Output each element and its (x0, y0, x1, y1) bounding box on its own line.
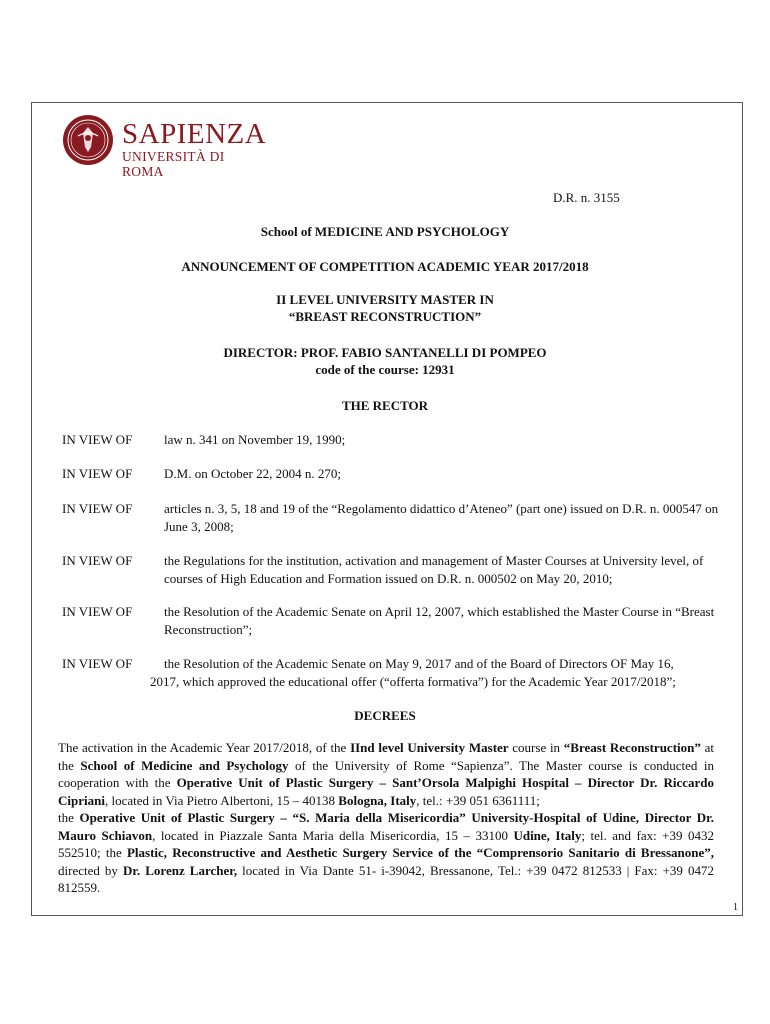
university-seal-icon (62, 114, 114, 166)
decree-number: D.R. n. 3155 (553, 190, 620, 205)
decrees-text: , located in Via Pietro Albertoni, 15 – 40138 (104, 792, 339, 808)
decrees-bold: Dr. Lorenz Larcher, (122, 862, 238, 878)
decrees-text: at the (58, 740, 715, 773)
decrees-text: directed by (58, 862, 123, 878)
decrees-paragraph (58, 739, 714, 897)
decrees-heading: DECREES (354, 708, 416, 723)
in-view-label: IN VIEW OF (62, 432, 133, 447)
sapienza-logo (62, 114, 267, 179)
decrees-text: The activation in the Academic Year 2017/2018, of the (58, 740, 351, 755)
decrees-bold: Operative Unit of Plastic Surgery – Sant’Orsola Malpighi Hospital – Director Dr. Riccardo Cipriani (58, 775, 714, 808)
in-view-item: law n. 341 on November 19, 1990; (164, 432, 346, 447)
decrees-bold: Udine, Italy (513, 827, 582, 843)
in-view-item: the Regulations for the institution, activation and management of Master Courses at University level, of courses of High Education and Formation issued on D.R. n. 000502 on May 20, 2010; (164, 553, 704, 586)
decrees-text: of the University of Rome “Sapienza”. The Master course is conducted in cooperation with the (58, 757, 714, 790)
decrees-text: , tel.: +39 051 6361111; (416, 792, 540, 808)
decrees-text: ; tel. and fax: +39 0432 552510; the (58, 827, 714, 860)
logo-wordmark (122, 119, 266, 179)
in-view-label: IN VIEW OF (62, 553, 133, 568)
decrees-text: located in Via Dante 51- i-39042, Bressanone, Tel.: +39 0472 812533 | Fax: +39 0472 812559. (58, 862, 714, 895)
in-view-item: D.M. on October 22, 2004 n. 270; (164, 466, 341, 481)
in-view-label: IN VIEW OF (62, 466, 133, 481)
in-view-label: IN VIEW OF (62, 604, 133, 619)
announcement-title: ANNOUNCEMENT OF COMPETITION ACADEMIC YEAR 2017/2018 (181, 259, 589, 274)
in-view-item-continued: 2017, which approved the educational offer (“offerta formativa”) for the Academic Year 2017/2018”; (150, 674, 676, 689)
in-view-item: the Resolution of the Academic Senate on May 9, 2017 and of the Board of Directors OF May 16, (164, 656, 674, 671)
in-view-label: IN VIEW OF (62, 501, 133, 516)
school-title: School of MEDICINE AND PSYCHOLOGY (260, 224, 510, 239)
rector-heading: THE RECTOR (341, 398, 429, 413)
director-line: DIRECTOR: PROF. FABIO SANTANELLI DI POMPEO (223, 345, 547, 360)
decrees-bold: Bologna, Italy (338, 792, 417, 808)
master-title-line1: II LEVEL UNIVERSITY MASTER IN (276, 292, 494, 307)
course-code: code of the course: 12931 (315, 362, 455, 377)
decrees-bold: IInd level University Master (350, 740, 509, 755)
decrees-bold: Plastic, Reconstructive and Aesthetic Surgery Service of the “Comprensorio Sanitario di Bressanone”, (126, 845, 714, 860)
in-view-label: IN VIEW OF (62, 656, 133, 671)
decrees-bold: “Breast Reconstruction” (563, 740, 701, 755)
page-number: 1 (733, 902, 738, 913)
logo-subtitle: UNIVERSITÀ DI ROMA (122, 149, 225, 179)
decrees-text: , located in Piazzale Santa Maria della Misericordia, 15 – 33100 (152, 827, 514, 843)
decrees-text: course in (508, 740, 564, 755)
decrees-bold: School of Medicine and Psychology (80, 757, 289, 773)
in-view-item: the Resolution of the Academic Senate on April 12, 2007, which established the Master Course in “Breast Reconstruction”; (164, 604, 715, 637)
decrees-bold: Operative Unit of Plastic Surgery – “S. Maria della Misericordia” University-Hospital of Udine, Director Dr. Mauro Schiavon (58, 810, 714, 843)
logo-name: SAPIENZA (122, 118, 267, 150)
in-view-item: articles n. 3, 5, 18 and 19 of the “Regolamento didattico d’Ateneo” (part one) issued on D.R. n. 000547 on June 3, 2008; (164, 501, 719, 534)
master-title-line2: “BREAST RECONSTRUCTION” (288, 309, 482, 324)
decrees-text: the (58, 810, 80, 825)
